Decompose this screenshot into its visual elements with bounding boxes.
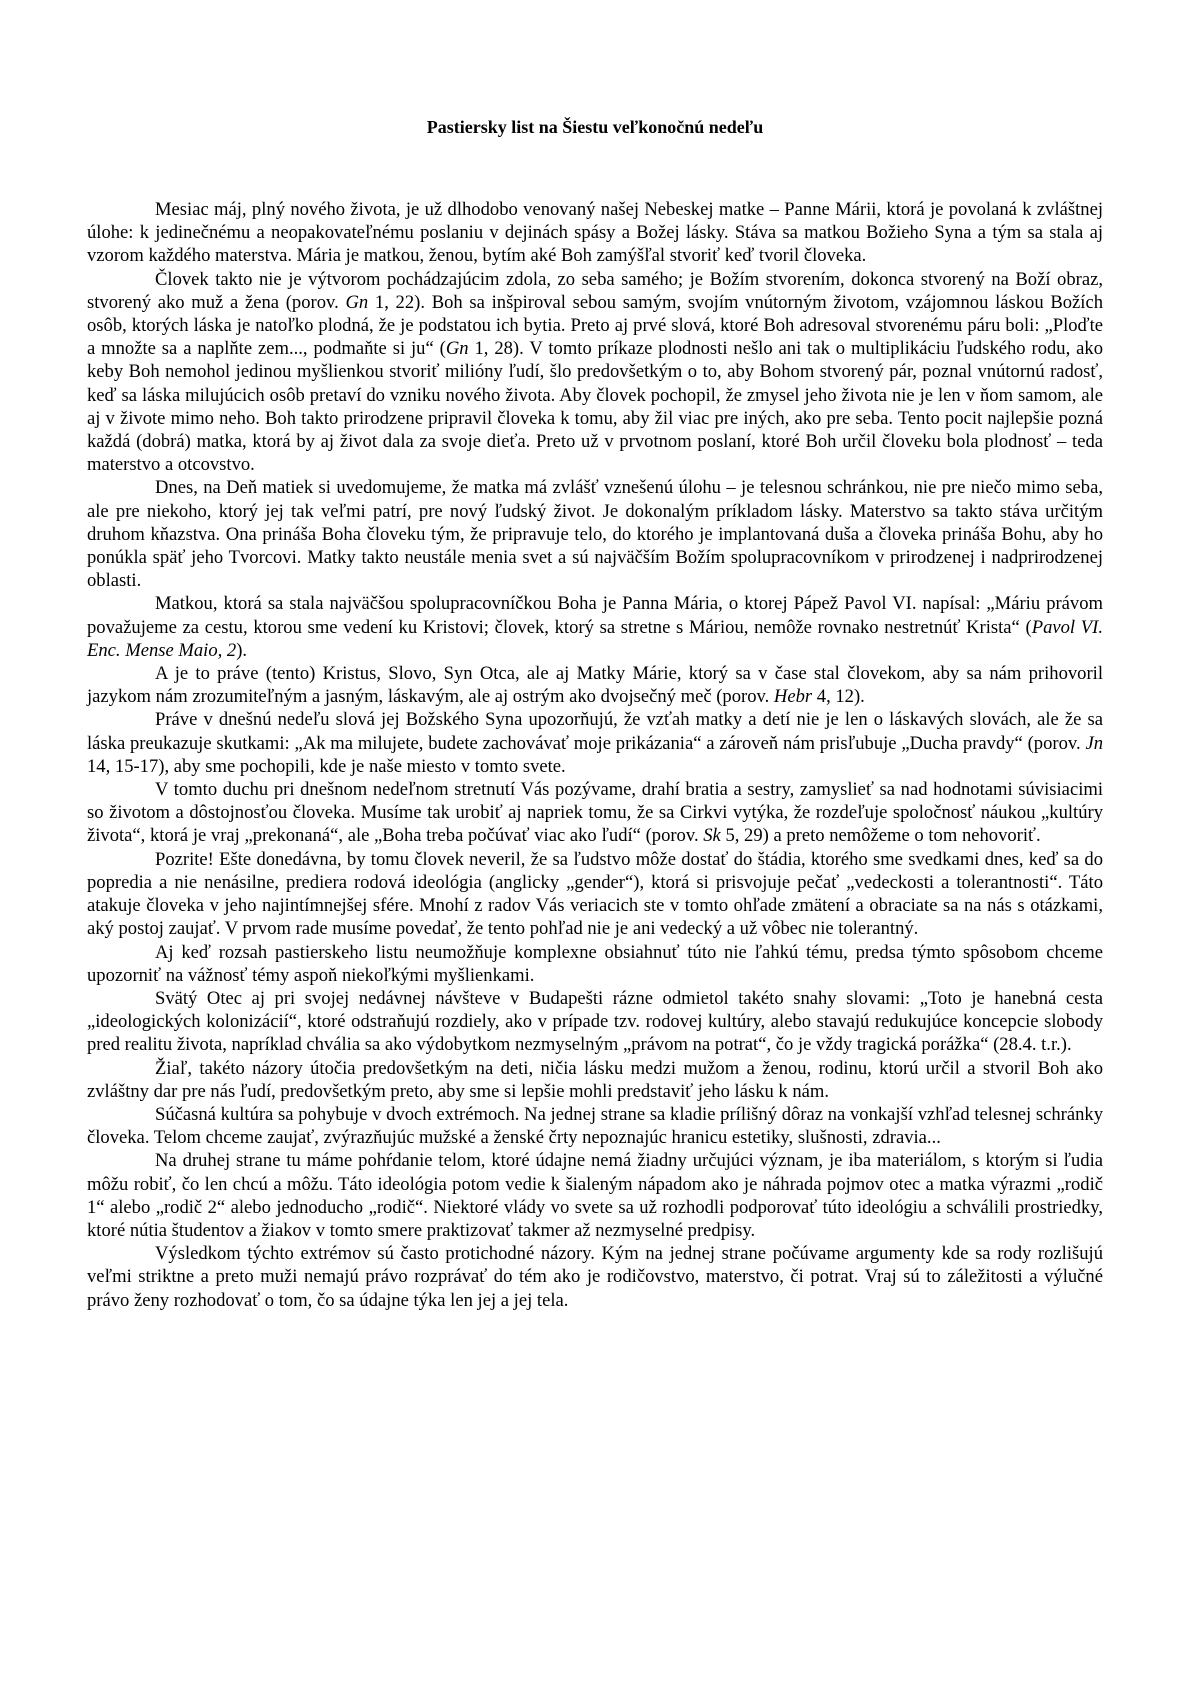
paragraph-text: Svätý Otec aj pri svojej nedávnej návšteve v Budapešti rázne odmietol takéto snahy slovami: „Toto je hanebná cesta „ideologických kolonizácií“, ktoré odstraňujú rozdiely, ako v prípade tzv. rodovej kultúry, alebo stavajú redukujúce koncepcie slobody pred realitu života, napríklad chvália sa ako výdobytkom nezmyselným „právom na potrat“, čo je vždy tragická porážka“ (28.4. t.r.). — [87, 987, 1103, 1056]
body-paragraph — [87, 592, 1103, 662]
paragraph-text: V tomto duchu pri dnešnom nedeľnom stretnutí Vás pozývame, drahí bratia a sestry, zamyslieť sa nad hodnotami súvisiacimi so životom a dôstojnosťou človeka. Musíme tak urobiť aj napriek tomu, že sa Cirkvi vytýka, že rozdeľuje spoločnosť náukou „kultúry života“, ktorá je vraj „prekonaná“, ale „Boha treba počúvať viac ako ľudí“ (porov. — [87, 779, 1103, 847]
citation-italic: Hebr — [773, 686, 813, 708]
body-paragraph — [87, 987, 1103, 1057]
citation-italic: Pavol VI. Enc. Mense Maio, 2 — [87, 616, 1104, 661]
citation-italic: Jn — [1085, 732, 1103, 754]
paragraph-text: Človek takto nie je výtvorom pochádzajúcim zdola, zo seba samého; je Božím stvorením, dokonca stvorený na Boží obraz, stvorený ako muž a žena (porov. — [87, 268, 1103, 313]
paragraph-text: Súčasná kultúra sa pohybuje v dvoch extrémoch. Na jednej strane sa kladie prílišný dôraz na vonkajší vzhľad telesnej schránky človeka. Telom chceme zaujať, zvýrazňujúc mužské a ženské črty nepoznajúc hranicu estetiky, slušnosti, zdravia... — [87, 1103, 1103, 1149]
body-paragraph — [87, 1242, 1103, 1312]
body-paragraph — [87, 848, 1103, 941]
paragraph-text: ). — [236, 639, 248, 661]
paragraph-text: Práve v dnešnú nedeľu slová jej Božského Syna upozorňujú, že vzťah matky a detí nie je len o láskavých slovách, ale že sa láska preukazuje skutkami: „Ak ma milujete, budete zachovávať moje prikázania“ a zároveň nám prisľubuje „Ducha pravdy“ (porov. — [87, 709, 1103, 754]
paragraph-text: Výsledkom týchto extrémov sú často protichodné názory. Kým na jednej strane počúvame argumenty kde sa rody rozlišujú veľmi striktne a preto muži nemajú právo rozprávať do tém ako je rodičovstvo, materstvo, či potrat. Vraj sú to záležitosti a výlučné právo ženy rozhodovať o tom, čo sa údajne týka len jej a jej tela. — [87, 1243, 1103, 1311]
body-paragraph — [87, 268, 1103, 477]
page-title: Pastiersky list na Šiestu veľkonočnú nedeľu — [426, 117, 764, 137]
citation-italic: Sk — [703, 825, 721, 847]
letter-body — [87, 198, 1103, 1312]
body-paragraph — [87, 1103, 1103, 1149]
paragraph-text: 5, 29) a preto nemôžeme o tom nehovoriť. — [720, 825, 1041, 847]
paragraph-text: 14, 15-17), aby sme pochopili, kde je naše miesto v tomto svete. — [87, 755, 566, 777]
paragraph-text: Žiaľ, takéto názory útočia predovšetkým na deti, ničia lásku medzi mužom a ženou, rodinu, ktorú určil a stvoril Boh ako zvláštny dar pre nás ľudí, predovšetkým preto, aby sme si lepšie mohli predstaviť jeho lásku k nám. — [87, 1057, 1103, 1102]
body-paragraph — [87, 1149, 1103, 1242]
body-paragraph — [87, 198, 1103, 268]
body-paragraph — [87, 708, 1103, 778]
paragraph-text: Matkou, ktorá sa stala najväčšou spolupracovníčkou Boha je Panna Mária, o ktorej Pápež Pavol VI. napísal: „Máriu právom považujeme za cestu, ktorou sme vedení ku Kristovi; človek, ktorý sa stretne s Máriou, nemôže rovnako nestretnúť Krista“ ( — [87, 593, 1103, 638]
paragraph-text: 1, 28). V tomto príkaze plodnosti nešlo ani tak o multiplikáciu ľudského rodu, ako keby Boh nemohol jedinou myšlienkou stvoriť milióny ľudí, šlo predovšetkým o to, aby Bohom stvorený pár, poznal vnútornú radosť, keď sa láska milujúcich osôb pretaví do vzniku nového života. Aby človek pochopil, že zmysel jeho života nie je len v ňom samom, ale aj v živote mimo neho. Boh takto prirodzene pripravil človeka k tomu, aby žil viac pre iných, ako pre seba. Tento pocit najlepšie pozná každá (dobrá) matka, ktorá by aj život dala za svoje dieťa. Preto už v prvotnom poslaní, ktoré Boh určil človeku bola plodnosť – teda materstvo a otcovstvo. — [87, 338, 1104, 476]
citation-italic: Gn — [345, 291, 369, 313]
paragraph-text: 4, 12). — [812, 686, 865, 708]
paragraph-text: Mesiac máj, plný nového života, je už dlhodobo venovaný našej Nebeskej matke – Panne Márii, ktorá je povolaná k zvláštnej úlohe: k jedinečnému a neopakovateľnému poslaniu v dejinách spásy a Božej lásky. Stáva sa matkou Božieho Syna a tým sa stala aj vzorom každého materstva. Mária je matkou, ženou, bytím aké Boh zamýšľal stvoriť keď tvoril človeka. — [87, 199, 1103, 267]
citation-italic: Gn — [445, 338, 469, 360]
body-paragraph — [87, 476, 1103, 592]
paragraph-text: Na druhej strane tu máme pohŕdanie telom, ktoré údajne nemá žiadny určujúci význam, je iba materiálom, s ktorým si ľudia môžu robiť, čo len chcú a môžu. Táto ideológia potom vedie k šialeným nápadom ako je náhrada pojmov otec a matka výrazmi „rodič 1“ alebo „rodič 2“ alebo jednoducho „rodič“. Niektoré vlády vo svete sa už rozhodli podporovať túto ideológiu a schválili prostriedky, ktoré nútia študentov a žiakov v tomto smere praktizovať takmer až nezmyselné predpisy. — [87, 1150, 1103, 1241]
paragraph-text: 1, 22). Boh sa inšpiroval sebou samým, svojím vnútorným životom, vzájomnou láskou Božích osôb, ktorých láska je natoľko plodná, že je podstatou ich bytia. Preto aj prvé slová, ktoré Boh adresoval stvorenému páru boli: „Ploďte a množte sa a naplňte zem..., podmaňte si ju“ ( — [87, 291, 1104, 360]
body-paragraph — [87, 1057, 1103, 1103]
body-paragraph — [87, 941, 1103, 987]
paragraph-text: Pozrite! Ešte donedávna, by tomu človek neveril, že sa ľudstvo môže dostať do štádia, ktorého sme svedkami dnes, keď sa do popredia a nie nenásilne, prediera rodová ideológia (anglicky „gender“), ktorá si prisvojuje pečať „vedeckosti a tolerantnosti“. Táto atakuje človeka v jeho najintímnejšej sfére. Mnohí z radov Vás veriacich ste v tomto ohľade zmätení a obraciate sa na nás s otázkami, aký postoj zaujať. V prvom rade musíme povedať, že tento pohľad nie je ani vedecký a už vôbec nie tolerantný. — [87, 848, 1103, 940]
paragraph-text: Dnes, na Deň matiek si uvedomujeme, že matka má zvlášť vznešenú úlohu – je telesnou schránkou, nie pre niečo mimo seba, ale pre niekoho, ktorý jej tak veľmi patrí, pre nový ľudský život. Je dokonalým príkladom lásky. Materstvo sa takto stáva určitým druhom kňazstva. Ona prináša Boha človeku tým, že pripravuje telo, do ktorého je implantovaná duša a človeka prináša Bohu, aby ho ponúkla späť jeho Tvorcovi. Matky takto neustále menia svet a sú najväčším Božím spolupracovníkom v prirodzenej i nadprirodzenej oblasti. — [87, 477, 1103, 592]
paragraph-text: A je to práve (tento) Kristus, Slovo, Syn Otca, ale aj Matky Márie, ktorý sa v čase stal človekom, aby sa nám prihovoril jazykom nám zrozumiteľným a jasným, láskavým, ale aj ostrým ako dvojsečný meč (porov. — [87, 663, 1103, 708]
paragraph-text: Aj keď rozsah pastierskeho listu neumožňuje komplexne obsiahnuť túto nie ľahkú tému, predsa týmto spôsobom chceme upozorniť na vážnosť témy aspoň niekoľkými myšlienkami. — [87, 941, 1103, 986]
body-paragraph — [87, 662, 1103, 708]
body-paragraph — [87, 778, 1103, 848]
